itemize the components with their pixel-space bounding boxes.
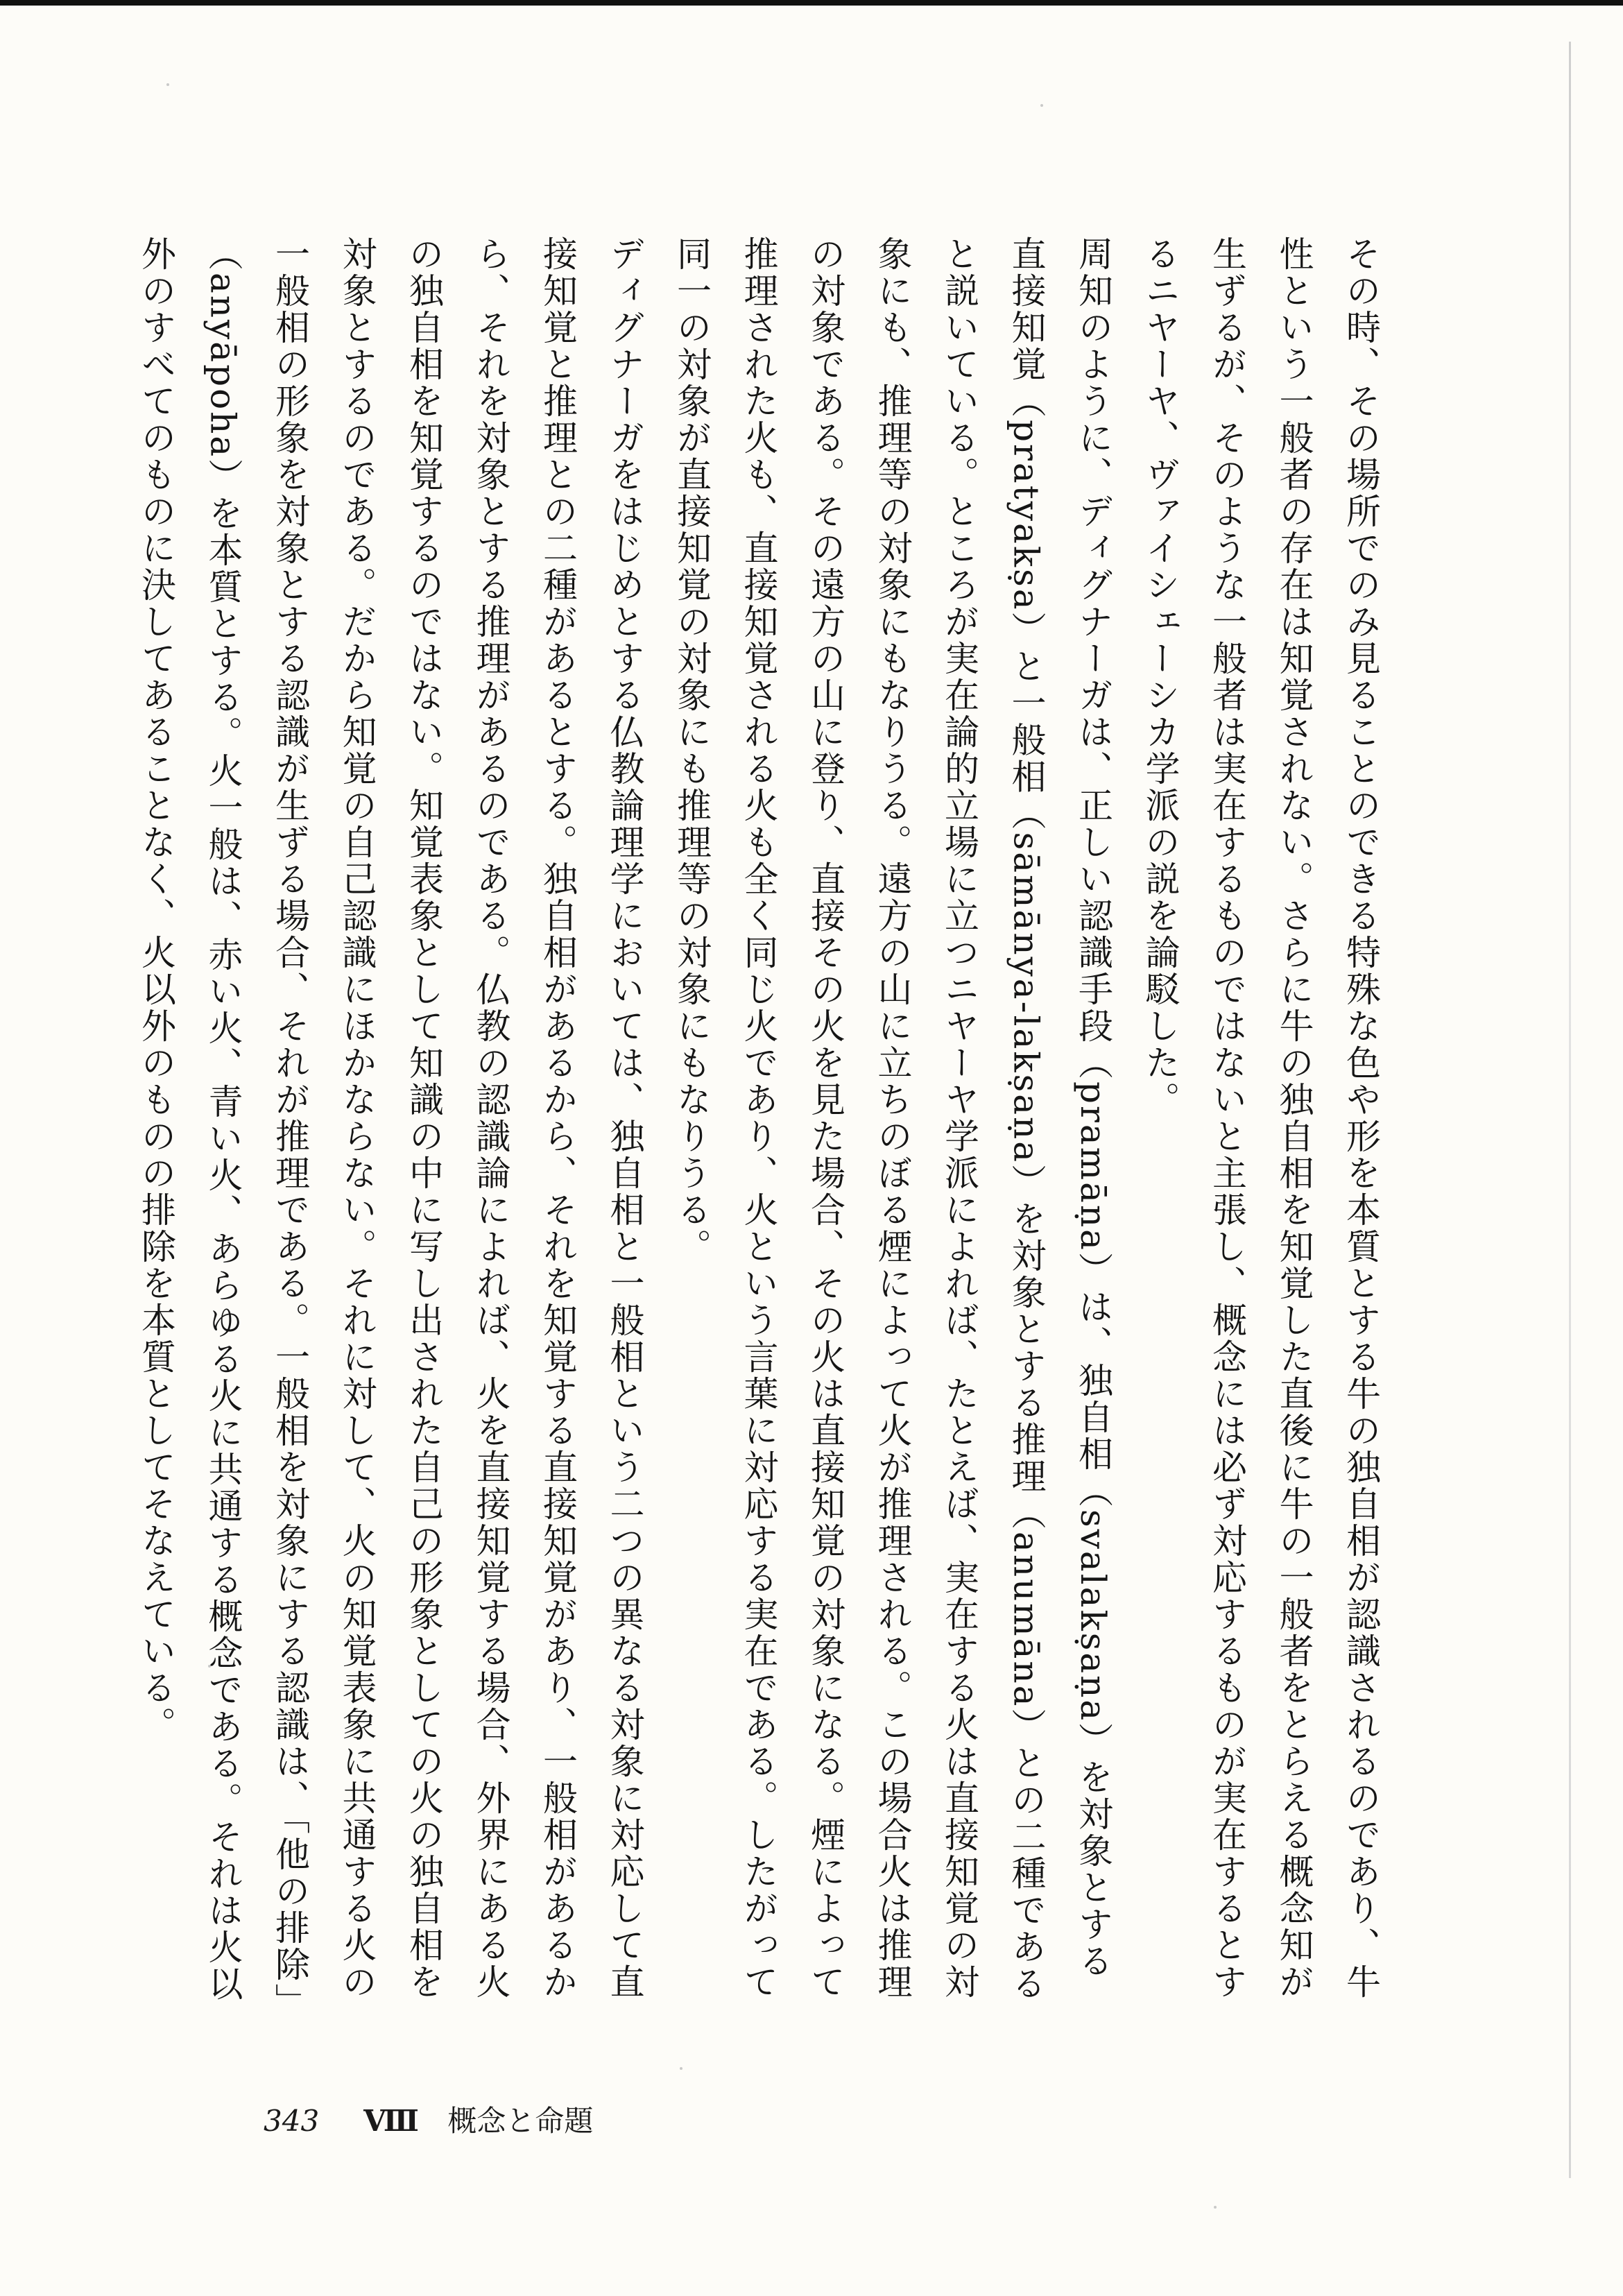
page-number: 343 (264, 2104, 320, 2138)
paper-speck (166, 83, 169, 86)
chapter-number: Ⅷ (363, 2104, 419, 2138)
paper-speck (1040, 104, 1043, 107)
paragraph: ディグナーガをはじめとする仏教論理学においては、独自相と一般相という二つの異なる対象に対応して直接知覚と推理との二種があるとする。独自相があるから、それを知覚する直接知覚があり、一般相があるから、それを対象とする推理があるのである。仏教の認識論によれば、火を直接知覚する場合、外界にある火の独自相を知覚するのではない。知覚表象として知識の中に写し出された自己の形象としての火の独自相を対象とするのである。だから知覚の自己認識にほかならない。それに対して、火の知覚表象に共通する火の一般相の形象を対象とする認識が生ずる場合、それが推理である。一般相を対象にする認識は、「他の排除」（anyāpoha）を本質とする。火一般は、赤い火、青い火、あらゆる火に共通する概念である。それは火以外のすべてのものに決してあることなく、火以外のものの排除を本質としてそなえている。 (136, 236, 645, 2003)
top-border-rule (0, 0, 1623, 6)
page-edge-shadow (1569, 42, 1571, 2178)
paragraph: 周知のように、ディグナーガは、正しい認識手段（pramāṇa）は、独自相（svalakṣaṇa）を対象とする直接知覚（pratyakṣa）と一般相（sāmānya-lakṣaṇa）を対象とする推理（anumāna）との二種であると説いている。ところが実在論的立場に立つニヤーヤ学派によれば、たとえば、実在する火は直接知覚の対象にも、推理等の対象にもなりうる。遠方の山に立ちのぼる煙によって火が推理される。この場合火は推理の対象である。その遠方の山に登り、直接その火を見た場合、その火は直接知覚の対象になる。煙によって推理された火も、直接知覚される火も全く同じ火であり、火という言葉に対応する実在である。したがって同一の対象が直接知覚の対象にも推理等の対象にもなりうる。 (671, 236, 1113, 2003)
chapter-title: 概念と命題 (447, 2104, 594, 2138)
paper-speck (680, 2067, 682, 2070)
body-text (136, 236, 1394, 2012)
running-footer (264, 2098, 593, 2140)
paragraph: その時、その場所でのみ見ることのできる特殊な色や形を本質とする牛の独自相が認識されるのであり、牛性という一般者の存在は知覚されない。さらに牛の独自相を知覚した直後に牛の一般者をとらえる概念知が生ずるが、そのような一般者は実在するものではないと主張し、概念には必ず対応するものが実在するとするニヤーヤ、ヴァイシェーシカ学派の説を論駁した。 (1140, 236, 1381, 2001)
paper-speck (1214, 2206, 1217, 2209)
